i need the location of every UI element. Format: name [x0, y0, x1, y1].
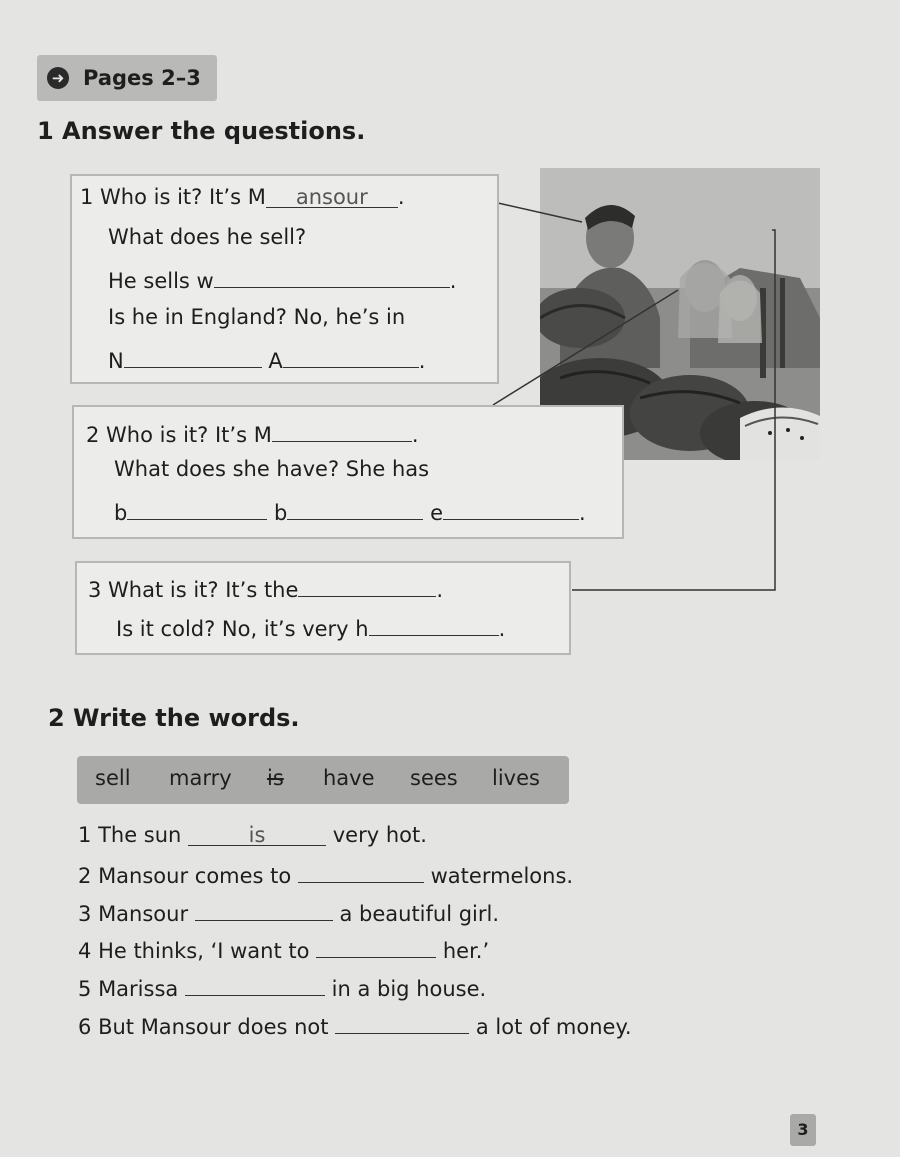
q2-line2: What does she have? She has [114, 457, 430, 481]
q1-line1: 1 Who is it? It’s M ansour . [80, 185, 405, 209]
sentence-3: 3 Mansour a beautiful girl. [78, 898, 499, 926]
word-lives: lives [492, 766, 540, 790]
page-reference-label: Pages 2–3 [83, 66, 201, 90]
sentence-1-blank[interactable]: is [188, 823, 326, 846]
q3-blank-h[interactable] [369, 613, 499, 636]
q1-blank-sells[interactable] [214, 265, 450, 288]
q2-blank-b2[interactable] [287, 497, 423, 520]
sentence-1: 1 The sun is very hot. [78, 823, 427, 847]
q2-blank-b1[interactable] [127, 497, 267, 520]
word-marry: marry [169, 766, 232, 790]
sentence-5-blank[interactable] [185, 973, 325, 996]
q1-line3: He sells w . [108, 265, 456, 293]
q2-line3: b b e . [114, 497, 586, 525]
word-is-crossed: is [267, 766, 284, 790]
word-have: have [323, 766, 375, 790]
q2-line1: 2 Who is it? It’s M . [86, 419, 419, 447]
section-1-heading: 1 Answer the questions. [37, 117, 366, 145]
q2-blank-e[interactable] [443, 497, 579, 520]
sentence-4-blank[interactable] [316, 935, 436, 958]
sentence-3-blank[interactable] [195, 898, 333, 921]
q1-line4: Is he in England? No, he’s in [108, 305, 406, 329]
sentence-2-blank[interactable] [298, 860, 424, 883]
q3-blank-thing[interactable] [298, 574, 436, 597]
q3-line2: Is it cold? No, it’s very h . [116, 613, 505, 641]
q1-blank-a[interactable] [283, 345, 419, 368]
q1-line2: What does he sell? [108, 225, 307, 249]
section-2-heading: 2 Write the words. [48, 704, 300, 732]
sentence-6-blank[interactable] [335, 1011, 469, 1034]
q1-blank-name[interactable]: ansour [266, 185, 398, 208]
word-sell: sell [95, 766, 131, 790]
q2-blank-name[interactable] [272, 419, 412, 442]
page-reference-tab [37, 55, 217, 101]
arrow-right-icon: ➜ [47, 67, 69, 89]
sentence-4: 4 He thinks, ‘I want to her.’ [78, 935, 489, 963]
q1-line5: N A . [108, 345, 425, 373]
page-number: 3 [790, 1114, 816, 1146]
sentence-5: 5 Marissa in a big house. [78, 973, 486, 1001]
word-bank [77, 756, 569, 804]
sentence-6: 6 But Mansour does not a lot of money. [78, 1011, 632, 1039]
word-sees: sees [410, 766, 458, 790]
q3-line1: 3 What is it? It’s the . [88, 574, 443, 602]
q1-blank-n[interactable] [124, 345, 262, 368]
sentence-2: 2 Mansour comes to watermelons. [78, 860, 573, 888]
